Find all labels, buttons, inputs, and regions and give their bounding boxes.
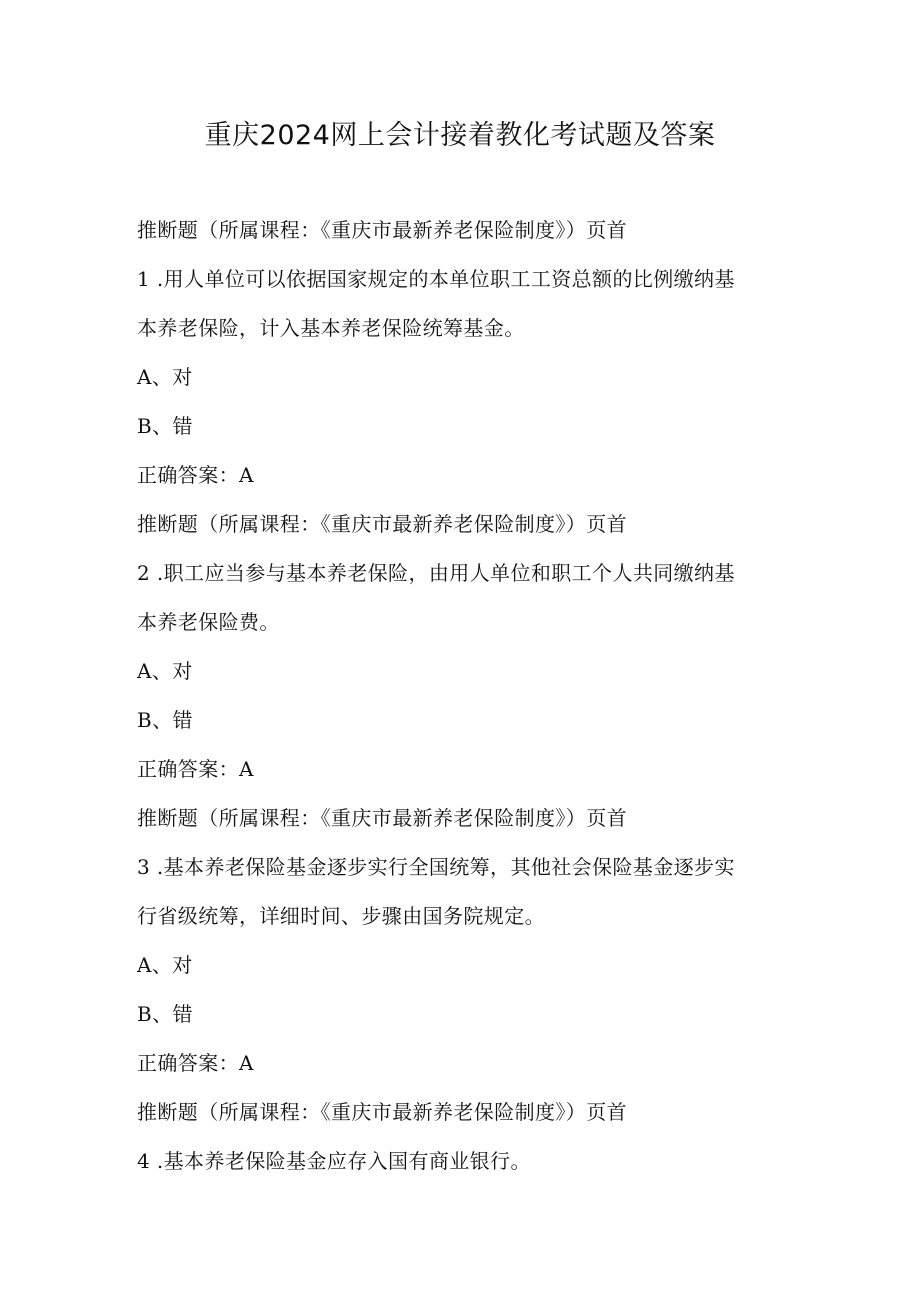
question-text-line: 2 .职工应当参与基本养老保险，由用人单位和职工个人共同缴纳基 — [137, 561, 735, 585]
document-body — [137, 212, 787, 1192]
question-type-line: 推断题（所属课程：《重庆市最新养老保险制度》）页首 — [137, 218, 627, 242]
question-type-line: 推断题（所属课程：《重庆市最新养老保险制度》）页首 — [137, 512, 627, 536]
option-a: A、对 — [137, 659, 193, 683]
question-text-line: 行省级统筹，详细时间、步骤由国务院规定。 — [137, 904, 545, 928]
option-b: B、错 — [137, 1002, 193, 1026]
question-text-line: 本养老保险，计入基本养老保险统筹基金。 — [137, 316, 525, 340]
option-b: B、错 — [137, 708, 193, 732]
document-title: 重庆2024网上会计接着教化考试题及答案 — [204, 120, 716, 151]
option-a: A、对 — [137, 953, 193, 977]
correct-answer: 正确答案：A — [137, 463, 254, 487]
question-text-line: 3 .基本养老保险基金逐步实行全国统筹，其他社会保险基金逐步实 — [137, 855, 735, 879]
option-a: A、对 — [137, 365, 193, 389]
question-text-line: 4 .基本养老保险基金应存入国有商业银行。 — [137, 1149, 531, 1173]
question-type-line: 推断题（所属课程：《重庆市最新养老保险制度》）页首 — [137, 1100, 627, 1124]
correct-answer: 正确答案：A — [137, 1051, 254, 1075]
question-text-line: 1 .用人单位可以依据国家规定的本单位职工工资总额的比例缴纳基 — [137, 267, 735, 291]
option-b: B、错 — [137, 414, 193, 438]
question-type-line: 推断题（所属课程：《重庆市最新养老保险制度》）页首 — [137, 806, 627, 830]
question-text-line: 本养老保险费。 — [137, 610, 280, 634]
correct-answer: 正确答案：A — [137, 757, 254, 781]
